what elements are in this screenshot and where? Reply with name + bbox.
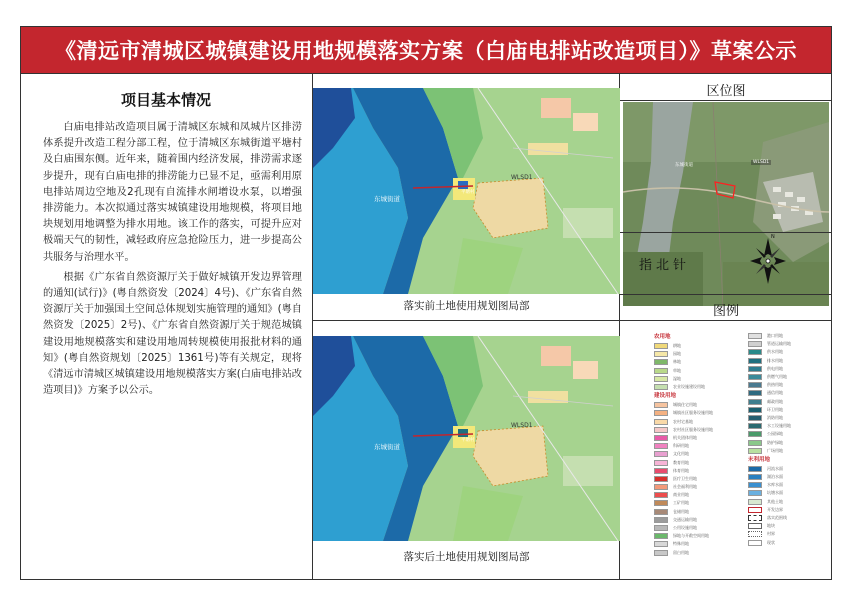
legend-item [654,434,744,442]
legend-item-label: 湖泊水面 [767,474,783,480]
legend-item-label: 消防用地 [767,414,783,420]
legend-item-label: 排水用地 [767,357,783,363]
legend-item-label: 医疗卫生用地 [673,475,697,481]
legend-item [748,530,828,538]
right-panel [620,74,832,580]
location-bottom-divider [620,232,832,233]
legend-item-label: 机关团体用地 [673,434,697,440]
legend-swatch [654,525,668,531]
legend-swatch [748,407,762,413]
legend-swatch [748,415,762,421]
legend-item-label: 供热用地 [767,382,783,388]
map-after-site-label: 平塘村 [461,438,475,443]
legend-item [654,367,744,375]
legend-item [748,514,828,522]
legend-item-label: 草地 [673,367,681,373]
legend-swatch [748,499,762,505]
legend-item-label: 文化用地 [673,451,689,457]
legend-item-label: 绿地与开敞空间用地 [673,533,709,539]
legend-item-label: 河流水面 [767,465,783,471]
legend-item [748,365,828,373]
legend-column-left [654,332,744,557]
map-before [313,88,620,294]
legend-swatch [748,341,762,347]
project-info-heading: 项目基本情况 [120,91,211,109]
legend-item-label: 村界 [767,531,775,537]
legend-item-label: 交通运输用地 [673,516,697,522]
legend-swatch [654,484,668,490]
legend-item-label: 耕地 [673,343,681,349]
legend-item-label: 供电用地 [767,365,783,371]
legend-item [748,489,828,497]
legend-swatch [748,333,762,339]
legend-swatch [654,376,668,382]
legend-item [748,389,828,397]
legend-item [654,499,744,507]
legend-swatch [654,517,668,523]
info-paragraph-2: 根据《广东省自然资源厅关于做好城镇开发边界管理的通知(试行)》(粤自然资发〔2024〕4号)、《广东省自然资源厅关于加强国土空间总体规划实施管理的通知》(粤自然资发〔2025〕2号)、《广东省自然资源厅关于规范城镇建设用地规模落实和建设用地周转规模使用报批材料的通知》(粤自然资规划〔2025〕1361号)等有关规定，现将《清远市清城区城镇建设用地规模落实方案(白庙电排站改造项目)》方案予以公示。 [43,271,302,397]
info-paragraph-1: 白庙电排站改造项目属于清城区东城和凤城片区排涝体系提升改造工程分部工程，位于清城区东城街道平塘村及白庙围东侧。近年来，随着围内经济发展，排涝需求逐步提升，现有白庙电排的排涝能力已显不足，亟需利用原电排站周边空地及2孔现有自流排水闸增设水泵，以增强排涝能力。本次拟通过落实城镇建设用地规模，将项目地块规划用地调整为排水用地。该工作的落实，可提升应对极端天气的韧性，减轻政府应急抢险压力，进一步提高公共服务与治理水平。 [43,122,302,263]
legend-item [748,481,828,489]
location-marker-label: WLSD1 [753,160,770,165]
legend-item-label: 商业用地 [673,492,689,498]
map-after-plot-label: WLSD1 [511,422,533,429]
legend-swatch [748,466,762,472]
legend-item [748,539,828,547]
legend-swatch [748,431,762,437]
legend-item [748,447,828,455]
legend-swatch [654,509,668,515]
page-title: 《清远市清城区城镇建设用地规模落实方案（白庙电排站改造项目）》草案公示 [20,26,832,74]
legend-item [654,475,744,483]
legend-item-label: 防护绿地 [767,439,783,445]
legend-item-label: 地块 [767,523,775,529]
legend-item-label: 管道运输用地 [767,341,791,347]
legend-swatch [748,349,762,355]
legend-item-label: 特殊用地 [673,541,689,547]
legend-item [654,458,744,466]
map-before-street-label: 东城街道 [374,195,400,203]
legend-item [654,450,744,458]
legend-item [748,348,828,356]
legend-swatch [654,427,668,433]
legend-swatch [748,490,762,496]
legend-item [654,442,744,450]
legend-swatch [654,419,668,425]
legend-item [654,358,744,366]
location-map [623,102,829,306]
legend-column-right [748,332,828,547]
legend-swatch [748,515,762,521]
legend-swatch [654,533,668,539]
legend-item [654,375,744,383]
north-label: 指北针 [639,258,691,273]
legend-item-label: 教育用地 [673,459,689,465]
legend-swatch [748,523,762,529]
legend-swatch [654,402,668,408]
legend-swatch [654,451,668,457]
legend-swatch [748,440,762,446]
legend-item-label: 供水用地 [767,349,783,355]
legend-item-label: 港口用地 [767,333,783,339]
legend-item-label: 水工设施用地 [767,423,791,429]
legend-swatch [748,474,762,480]
legend-item-label: 园地 [673,351,681,357]
map-after-street-label: 东城街道 [374,443,400,451]
legend-swatch [748,358,762,364]
legend-item [654,540,744,548]
legend-item-label: 社会福利用地 [673,484,697,490]
legend-item-label: 公园绿地 [767,431,783,437]
location-divider [620,100,832,101]
legend-item-label: 公用设施用地 [673,525,697,531]
legend-swatch [748,374,762,380]
legend-item [748,430,828,438]
legend-item [654,508,744,516]
legend-item [654,383,744,391]
maps-panel [313,74,620,580]
legend-swatch [654,500,668,506]
legend-item-label: 坑塘水面 [767,490,783,496]
legend-item [654,524,744,532]
location-heading: 区位图 [706,84,746,99]
legend-divider [620,320,832,321]
legend-item-label: 仓储用地 [673,508,689,514]
legend-item-label: 农村宅基地 [673,418,693,424]
legend-item-label: 落实范围线 [767,515,787,521]
legend-item [654,516,744,524]
legend-item-label: 体育用地 [673,467,689,473]
legend-group-title: 未利用地 [748,456,771,463]
legend-item-label: 农村社区服务设施用地 [673,426,713,432]
location-road-label: 东城街道 [675,163,693,168]
legend-item [748,498,828,506]
legend-item [654,401,744,409]
legend-item-label: 农业设施建设用地 [673,384,705,390]
legend-swatch [654,343,668,349]
legend-item [654,409,744,417]
legend-item [654,418,744,426]
legend-swatch [748,399,762,405]
map-before-site-label: 平塘村 [461,190,475,195]
legend-swatch [748,366,762,372]
location-satellite-image [623,102,829,306]
legend-swatch [654,541,668,547]
project-info-panel [20,74,313,580]
legend-swatch [654,410,668,416]
legend-item-label: 环卫用地 [767,406,783,412]
legend-item [654,350,744,358]
legend-item [748,422,828,430]
legend-item-label: 现状 [767,539,775,545]
legend-item [748,506,828,514]
legend-item-label: 科研用地 [673,443,689,449]
legend-item [654,532,744,540]
legend-item-label: 供燃气用地 [767,374,787,380]
north-n-letter: N [771,234,775,240]
legend-swatch [654,443,668,449]
legend-swatch [748,540,762,546]
legend-item-label: 城镇住宅用地 [673,402,697,408]
legend-item-label: 林地 [673,359,681,365]
north-arrow-icon [748,234,788,289]
map-after-caption: 落实后土地使用规划图局部 [403,551,530,563]
legend-item [748,438,828,446]
legend-item [748,340,828,348]
map-divider [313,320,620,321]
legend-item [748,373,828,381]
legend-swatch [748,531,762,537]
legend-item [654,342,744,350]
legend-item [654,467,744,475]
legend-swatch [654,351,668,357]
legend-item [748,465,828,473]
legend-heading: 图例 [712,304,739,319]
legend-item-label: 广场用地 [767,447,783,453]
map-before-caption: 落实前土地使用规划图局部 [403,300,530,312]
legend-item [654,549,744,557]
legend-swatch [748,382,762,388]
legend-item [748,381,828,389]
legend-group-title: 建设用地 [654,393,677,400]
legend-item [748,522,828,530]
legend-swatch [654,435,668,441]
legend-swatch [748,390,762,396]
legend-swatch [748,507,762,513]
legend-item-label: 其他土地 [767,498,783,504]
legend-item [748,357,828,365]
map-after [313,336,620,541]
legend-item-label: 通信用地 [767,390,783,396]
legend-swatch [654,550,668,556]
legend-swatch [654,384,668,390]
map-before-plot-label: WLSD1 [511,174,533,181]
north-divider [620,294,832,295]
legend-swatch [748,448,762,454]
legend-item [654,483,744,491]
legend-swatch [654,468,668,474]
legend-item-label: 留白用地 [673,549,689,555]
legend-swatch [654,492,668,498]
legend-swatch [748,423,762,429]
legend-swatch [654,368,668,374]
legend-group-title: 农用地 [654,334,671,340]
legend-item [748,398,828,406]
legend-swatch [654,476,668,482]
legend-item-label: 水库水面 [767,482,783,488]
legend-item-label: 湿地 [673,375,681,381]
legend-item [654,426,744,434]
legend-item-label: 开发边界 [767,506,783,512]
legend-item [748,473,828,481]
legend-item-label: 城镇社区服务设施用地 [673,410,713,416]
legend-item-label: 工矿用地 [673,500,689,506]
legend-item [748,406,828,414]
legend-item [748,414,828,422]
legend-item [654,491,744,499]
legend-item-label: 邮政用地 [767,398,783,404]
legend-item [748,332,828,340]
legend-swatch [654,359,668,365]
legend-swatch [748,482,762,488]
legend-swatch [654,460,668,466]
